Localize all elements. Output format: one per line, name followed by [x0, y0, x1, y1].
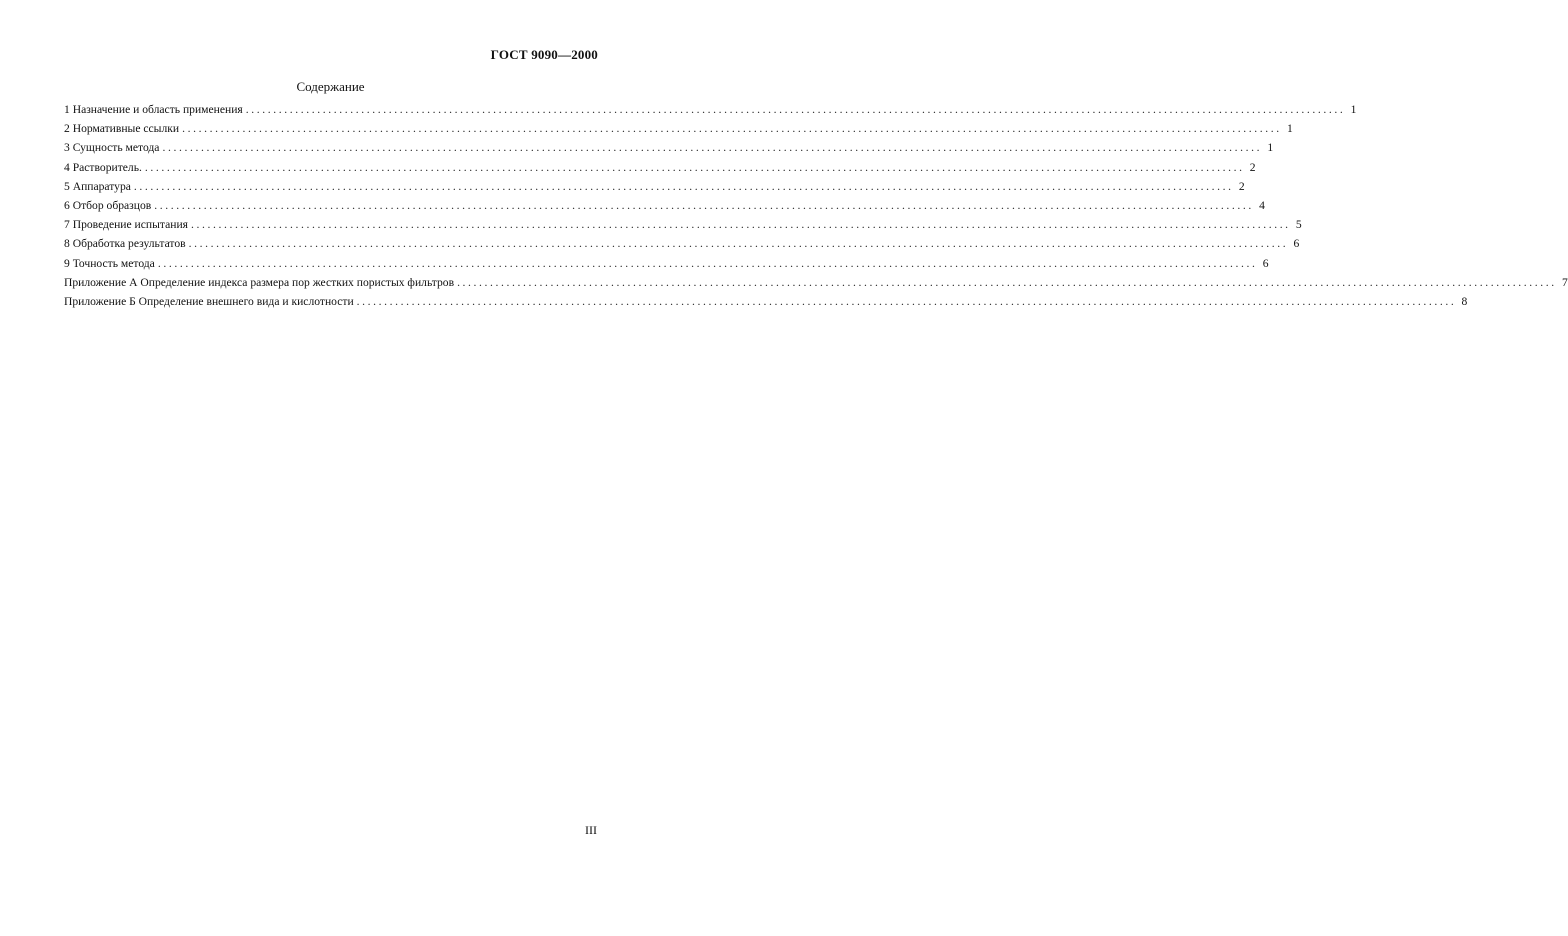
- toc-leader-dots: ........................................................................................................................................................................................................: [133, 179, 1234, 193]
- toc-entry-label: 5 Аппаратура: [64, 179, 131, 193]
- toc-entry-label: 8 Обработка результатов: [64, 237, 186, 251]
- toc-leader-dots: ........................................................................................................................................................................................................: [191, 218, 1291, 232]
- toc-entry-page: 5: [1295, 218, 1302, 232]
- toc-entry-label: Приложение А Определение индекса размера пор жестких пористых фильтров: [64, 275, 455, 289]
- toc-entry-page: 7: [1561, 275, 1568, 289]
- toc-entry-label: 3 Сущность метода: [64, 141, 160, 155]
- toc-entry-page: 4: [1259, 198, 1265, 212]
- toc-entry[interactable]: [64, 158, 1256, 177]
- toc-leader-dots: ........................................................................................................................................................................................................: [154, 198, 1254, 212]
- toc-entry[interactable]: [64, 100, 1357, 119]
- toc-entry-label: 6 Отбор образцов: [64, 198, 152, 212]
- toc-leader-dots: ........................................................................................................................................................................................................: [144, 160, 1245, 174]
- toc-leader-dots: ........................................................................................................................................................................................................: [188, 237, 1289, 251]
- toc-leader-dots: ........................................................................................................................................................................................................: [182, 122, 1282, 136]
- toc-entry-page: 1: [1267, 141, 1274, 155]
- toc-leader-dots: ........................................................................................................................................................................................................: [457, 275, 1557, 289]
- toc-entry-page: 1: [1350, 103, 1357, 116]
- toc-entry-label: 2 Нормативные ссылки: [64, 122, 180, 136]
- toc-entry[interactable]: [64, 177, 1245, 196]
- toc-entry[interactable]: [64, 119, 1293, 138]
- toc-leader-dots: ........................................................................................................................................................................................................: [162, 141, 1263, 155]
- toc-entry-page: 6: [1293, 237, 1300, 251]
- toc-entry-page: 2: [1238, 179, 1245, 193]
- toc-entry[interactable]: [64, 292, 1468, 311]
- toc-leader-dots: ........................................................................................................................................................................................................: [245, 103, 1346, 116]
- toc-entry-label: 4 Растворитель.: [64, 160, 142, 174]
- standard-code: ГОСТ 9090—2000: [490, 47, 598, 62]
- toc-entry[interactable]: [64, 234, 1300, 253]
- table-of-contents: [64, 100, 1568, 311]
- toc-entry-label: 1 Назначение и область применения: [64, 103, 243, 116]
- page-number: III: [585, 823, 597, 837]
- toc-entry-label: 9 Точность метода: [64, 256, 155, 270]
- toc-entry[interactable]: [64, 196, 1265, 215]
- toc-entry-page: 8: [1461, 294, 1468, 308]
- toc-entry[interactable]: [64, 215, 1302, 234]
- toc-entry-page: 1: [1286, 122, 1293, 136]
- toc-leader-dots: ........................................................................................................................................................................................................: [157, 256, 1258, 270]
- toc-title: Содержание: [296, 79, 365, 94]
- toc-entry-page: 6: [1262, 256, 1269, 270]
- toc-entry-label: 7 Проведение испытания: [64, 218, 188, 232]
- toc-leader-dots: ........................................................................................................................................................................................................: [356, 294, 1457, 308]
- toc-entry-page: 2: [1249, 160, 1256, 174]
- toc-entry[interactable]: [64, 273, 1568, 292]
- toc-entry[interactable]: [64, 138, 1274, 157]
- toc-entry[interactable]: [64, 254, 1269, 273]
- toc-entry-label: Приложение Б Определение внешнего вида и кислотности: [64, 294, 354, 308]
